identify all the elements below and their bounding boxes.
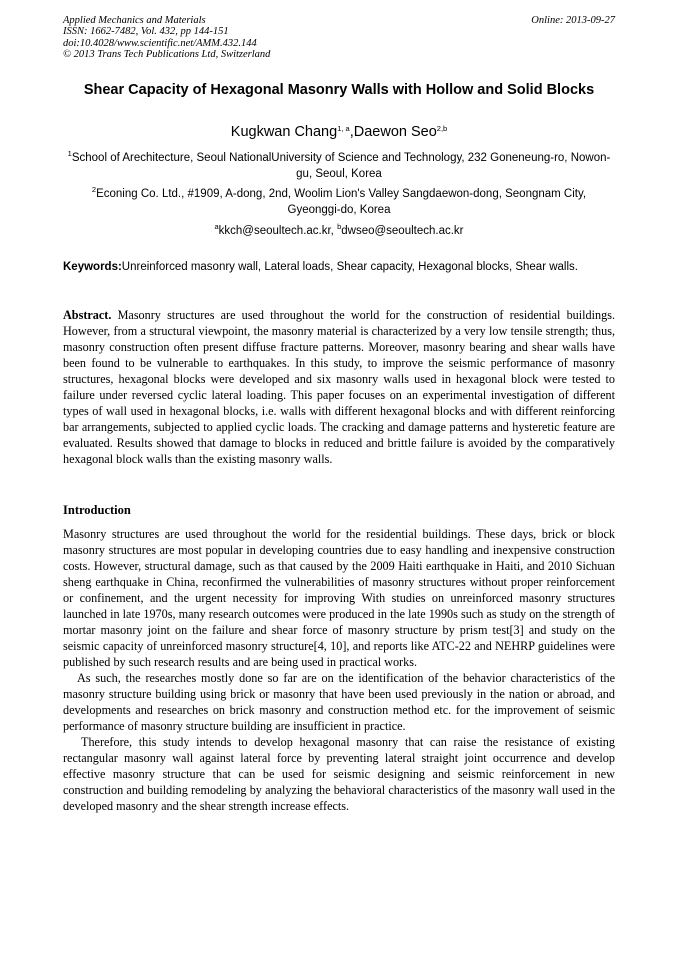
email-b: dwseo@seoultech.ac.kr: [341, 225, 464, 237]
keywords-label: Keywords:: [63, 261, 122, 273]
email-b-sup: b: [337, 222, 342, 231]
intro-paragraph-2: As such, the researches mostly done so far are on the identification of the behavior characteristics of the masonry structure building using brick or masonry that have been used previously in the nation or abroad, and developments and researches on brick masonry and construction method etc. for the improvement of seismic performance of masonry structure building are insufficient in practice.: [63, 671, 615, 733]
introduction-body: [63, 526, 615, 814]
author-emails: [64, 223, 614, 239]
affiliation-1: [64, 150, 614, 182]
author-1-sup: 1, a: [337, 124, 350, 133]
affiliation-2: [64, 186, 614, 218]
intro-paragraph-1: Masonry structures are used throughout the world for the residential buildings. These days, brick or block masonry structures are most popular in developing countries due to easy handling and inexpensive construction costs. However, structural damage, such as that caused by the 2009 Haiti earthquake in Haiti, and 2010 Sichuan sheng earthquake in China, reconfirmed the vulnerabilities of masonry structures without proper reinforcement or confinement, and the urgent necessity for improving With studies on unreinforced masonry structures launched in late 1970s, many research outcomes were produced in the late 1990s such as study on the strength of mortar masonry joint on the failure and shear force of masonry structure by prism test[3] and study on the seismic capacity of unreinforced masonry structure[4, 10], and reports like ATC-22 and NEHRP guidelines were published by such research results and are being used in practical works.: [63, 527, 615, 669]
journal-name: Applied Mechanics and Materials: [63, 15, 206, 26]
intro-paragraph-3: Therefore, this study intends to develop hexagonal masonry that can raise the resistance of existing rectangular masonry wall against lateral force by preventing lateral straight joint occurrence and develop effective masonry structure that can be used for seismic designing and seismic reinforcement in new construction and building remodeling by analyzing the behavioral characteristics of the masonry wall used in the developed masonry and the shear strength increase effects.: [63, 735, 615, 813]
abstract-text: Masonry structures are used throughout the world for the construction of residential buildings. However, from a structural viewpoint, the masonry material is characterized by a very low tensile strength; thus, masonry construction often present diffuse fracture patterns. Moreover, masonry bearing and shear walls have been found to be vulnerable to earthquakes. In this study, to improve the seismic performance of masonry structures, hexagonal blocks were developed and six masonry walls used in hexagonal block were tested to failure under reversed cyclic lateral loading. This paper focuses on an experimental investigation of different types of wall used in hexagonal blocks, i.e. walls with different hexagonal blocks and with different reinforcing bar arrangements, subjected to applied cyclic loads. The cracking and damage patterns and hysteretic feature are evaluated. Results showed that damage to blocks in reduced and brittle failure is avoided by the comparatively hexagonal block walls than the existing masonry walls.: [63, 308, 615, 466]
issn-line: ISSN: 1662-7482, Vol. 432, pp 144-151: [63, 26, 229, 38]
copyright-line: © 2013 Trans Tech Publications Ltd, Switzerland: [63, 48, 271, 60]
author-2-sup: 2,b: [436, 124, 448, 133]
affiliation-1-sup: 1: [67, 149, 72, 158]
online-date: Online: 2013-09-27: [531, 15, 615, 26]
affiliation-1-text: School of Arechitecture, Seoul NationalUniversity of Science and Technology, 232 Goneneung-ro, Nowon-gu, Seoul, Korea: [71, 152, 611, 180]
affiliation-2-sup: 2: [91, 185, 97, 194]
email-a-sup: a: [214, 222, 219, 231]
paper-title: Shear Capacity of Hexagonal Masonry Walls with Hollow and Solid Blocks: [83, 82, 595, 98]
affiliation-2-text: Econing Co. Ltd., #1909, A-dong, 2nd, Woolim Lion's Valley Sangdaewon-dong, Seongnam City, Gyeonggi-do, Korea: [96, 188, 587, 216]
author-2-name: ,Daewon Seo: [349, 124, 437, 140]
section-heading-introduction: Introduction: [63, 503, 131, 517]
author-1-name: Kugkwan Chang: [230, 124, 338, 140]
email-a: kkch@seoultech.ac.kr,: [218, 225, 338, 237]
keywords: [63, 260, 615, 274]
keywords-text: Unreinforced masonry wall, Lateral loads, Shear capacity, Hexagonal blocks, Shear walls.: [121, 261, 578, 273]
abstract-label: Abstract.: [63, 308, 112, 322]
journal-header: [63, 15, 615, 60]
doi-line: doi:10.4028/www.scientific.net/AMM.432.144: [63, 37, 257, 49]
author-list: [64, 123, 614, 141]
abstract: [63, 307, 615, 467]
